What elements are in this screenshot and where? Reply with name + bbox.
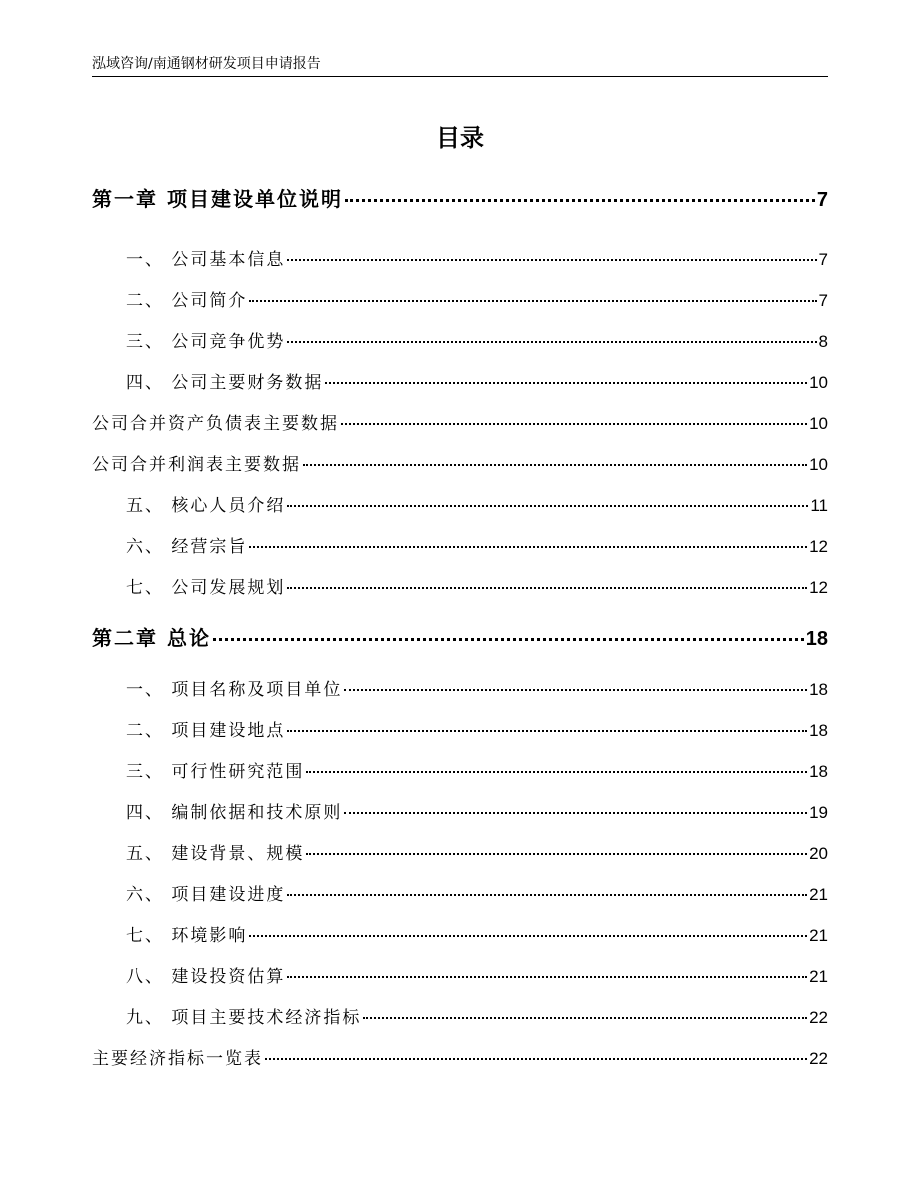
toc-entry-label: 七、 环境影响 [126,926,248,946]
toc-entry-label: 四、 编制依据和技术原则 [126,803,343,823]
toc-leader-dots [303,464,807,466]
toc-entry-label: 六、 项目建设进度 [126,885,286,905]
toc-entry[interactable] [92,1003,828,1028]
toc-entry[interactable] [92,532,828,557]
toc-entry[interactable] [92,622,828,651]
toc-entry[interactable] [92,1044,828,1069]
toc-entry-page-number: 18 [809,721,828,740]
toc-entry-label: 一、 公司基本信息 [126,250,286,270]
toc-entry-label: 第二章 总论 [92,626,211,650]
toc-entry[interactable] [92,675,828,700]
toc-leader-dots [249,935,807,937]
toc-entry[interactable] [92,409,828,434]
toc-entry-page-number: 12 [809,537,828,556]
toc-entry[interactable] [92,286,828,311]
toc-leader-dots [287,259,816,261]
toc-entry-page-number: 10 [809,414,828,433]
toc-entry[interactable] [92,962,828,987]
toc-entry-label: 第一章 项目建设单位说明 [92,187,343,211]
toc-leader-dots [306,853,807,855]
running-header: 泓域咨询/南通钢材研发项目申请报告 [92,56,321,72]
toc-entry[interactable] [92,921,828,946]
toc-leader-dots [306,771,807,773]
toc-entry-page-number: 10 [809,373,828,392]
toc-entry[interactable] [92,798,828,823]
toc-entry[interactable] [92,839,828,864]
toc-leader-dots [363,1017,807,1019]
toc-leader-dots [344,812,807,814]
toc-entry-label: 三、 可行性研究范围 [126,762,305,782]
toc-entry-page-number: 8 [818,332,828,351]
toc-entry-label: 一、 项目名称及项目单位 [126,680,343,700]
toc-entry-label: 公司合并资产负债表主要数据 [92,414,339,434]
toc-leader-dots [265,1058,807,1060]
toc-leader-dots [287,894,807,896]
toc-entry-page-number: 7 [818,250,828,269]
toc-leader-dots [341,423,807,425]
toc-entry-label: 三、 公司竞争优势 [126,332,286,352]
toc-entry-page-number: 12 [809,578,828,597]
toc-entry-page-number: 18 [805,628,828,650]
toc-entry[interactable] [92,245,828,270]
toc-entry[interactable] [92,716,828,741]
toc-entry[interactable] [92,183,828,212]
toc-leader-dots [287,976,807,978]
toc-entry[interactable] [92,573,828,598]
toc-entry[interactable] [92,880,828,905]
toc-entry[interactable] [92,491,828,516]
toc-leader-dots [287,730,807,732]
toc-entry[interactable] [92,757,828,782]
toc-entry-label: 四、 公司主要财务数据 [126,373,324,393]
toc-leader-dots [325,382,807,384]
toc-entry-page-number: 22 [809,1049,828,1068]
toc-entry-label: 二、 公司简介 [126,291,248,311]
toc-entry-page-number: 21 [809,967,828,986]
toc-entry-label: 五、 核心人员介绍 [126,496,286,516]
toc-entry-page-number: 11 [810,496,828,515]
toc-entry-label: 五、 建设背景、规模 [126,844,305,864]
toc-entry-page-number: 18 [809,762,828,781]
toc-entry-label: 二、 项目建设地点 [126,721,286,741]
toc-entry-label: 七、 公司发展规划 [126,578,286,598]
toc-leader-dots [344,689,807,691]
toc-entry[interactable] [92,368,828,393]
toc-entry-page-number: 21 [809,885,828,904]
toc-entry[interactable] [92,450,828,475]
toc-entry-label: 八、 建设投资估算 [126,967,286,987]
toc-entry[interactable] [92,327,828,352]
toc-leader-dots [287,505,808,507]
toc-entry-page-number: 20 [809,844,828,863]
toc-entry-label: 主要经济指标一览表 [92,1049,263,1069]
toc-entry-page-number: 10 [809,455,828,474]
toc-entry-page-number: 22 [809,1008,828,1027]
toc-leader-dots [287,341,816,343]
toc-leader-dots [249,300,816,302]
toc-entry-page-number: 21 [809,926,828,945]
toc-entry-label: 六、 经营宗旨 [126,537,248,557]
toc-entry-label: 公司合并利润表主要数据 [92,455,301,475]
header-rule [92,76,828,77]
toc-entry-page-number: 19 [809,803,828,822]
toc-leader-dots [249,546,807,548]
toc-leader-dots [213,638,804,641]
toc-leader-dots [345,199,815,202]
toc-leader-dots [287,587,807,589]
page-title: 目录 [436,124,484,152]
toc-entry-page-number: 7 [818,291,828,310]
toc-entry-label: 九、 项目主要技术经济指标 [126,1008,362,1028]
toc-entry-page-number: 18 [809,680,828,699]
toc-entry-page-number: 7 [816,189,828,211]
